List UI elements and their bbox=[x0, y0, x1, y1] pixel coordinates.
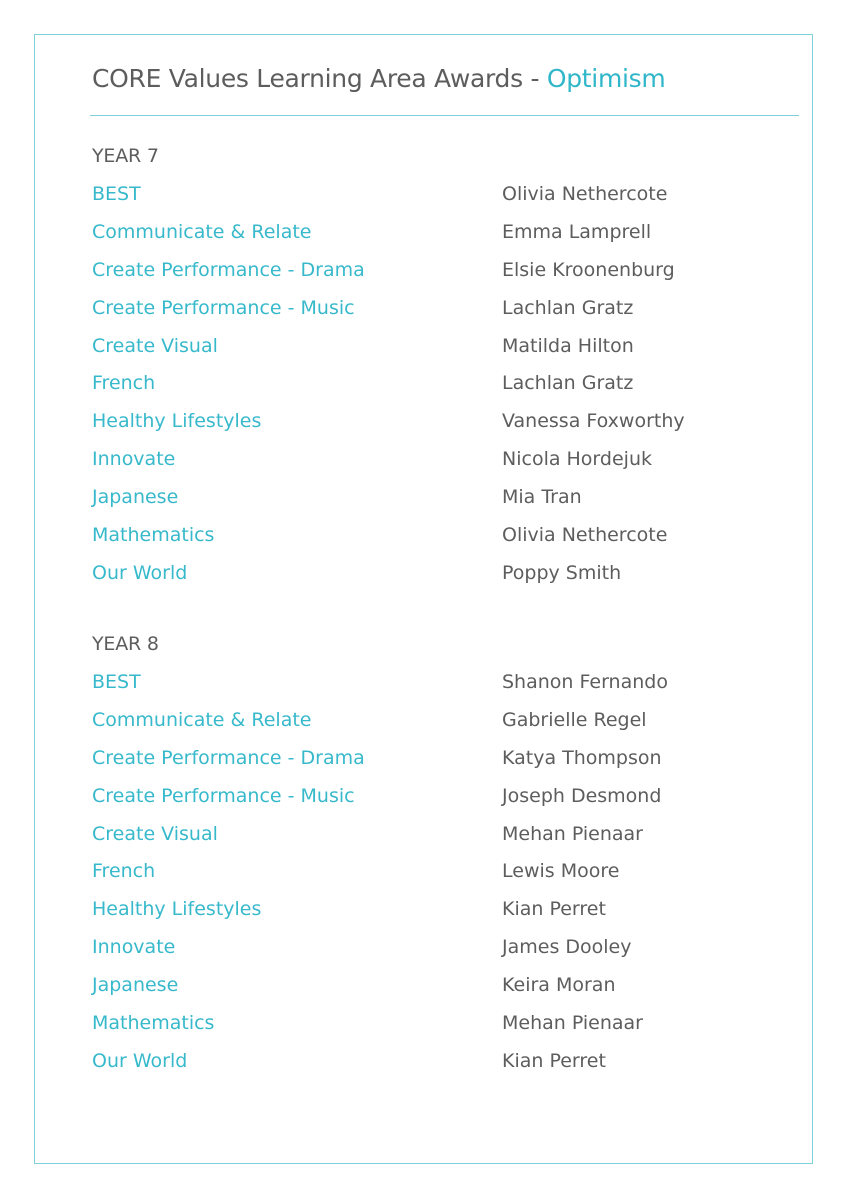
award-row bbox=[92, 364, 792, 402]
award-recipient: Mehan Pienaar bbox=[502, 822, 643, 845]
award-recipient: Elsie Kroonenburg bbox=[502, 258, 675, 281]
award-row bbox=[92, 289, 792, 327]
award-row bbox=[92, 890, 792, 928]
award-row bbox=[92, 663, 792, 701]
award-category: Japanese bbox=[92, 486, 179, 509]
award-row bbox=[92, 554, 792, 592]
award-recipient: Emma Lamprell bbox=[502, 220, 652, 243]
award-category: Mathematics bbox=[92, 1012, 215, 1035]
award-recipient: Mehan Pienaar bbox=[502, 1012, 643, 1035]
award-category: French bbox=[92, 372, 156, 395]
award-category: Create Performance - Music bbox=[92, 296, 355, 319]
award-row bbox=[92, 440, 792, 478]
award-category: BEST bbox=[92, 671, 141, 693]
page-title bbox=[92, 64, 665, 93]
award-category: Mathematics bbox=[92, 524, 215, 547]
award-category: Communicate & Relate bbox=[92, 708, 312, 731]
section-heading: YEAR 7 bbox=[92, 145, 159, 167]
award-row bbox=[92, 701, 792, 739]
award-recipient: Olivia Nethercote bbox=[502, 524, 668, 547]
award-recipient: Poppy Smith bbox=[502, 561, 622, 584]
award-recipient: James Dooley bbox=[502, 936, 632, 959]
award-category: Our World bbox=[92, 1049, 188, 1072]
award-recipient: Kian Perret bbox=[502, 898, 606, 921]
title-accent: Optimism bbox=[546, 64, 666, 93]
award-recipient: Katya Thompson bbox=[502, 746, 662, 769]
award-row bbox=[92, 175, 792, 213]
award-row bbox=[92, 815, 792, 853]
award-category: Japanese bbox=[92, 974, 179, 997]
award-row bbox=[92, 1004, 792, 1042]
award-row bbox=[92, 852, 792, 890]
award-row bbox=[92, 478, 792, 516]
award-category: Healthy Lifestyles bbox=[92, 410, 262, 433]
award-category: Create Visual bbox=[92, 334, 218, 357]
title-divider bbox=[90, 115, 799, 116]
section-heading: YEAR 8 bbox=[92, 633, 159, 655]
award-row bbox=[92, 251, 792, 289]
award-row bbox=[92, 327, 792, 365]
award-recipient: Lewis Moore bbox=[502, 860, 620, 883]
award-recipient: Lachlan Gratz bbox=[502, 372, 634, 395]
award-category: French bbox=[92, 860, 156, 883]
award-recipient: Nicola Hordejuk bbox=[502, 448, 652, 471]
award-recipient: Olivia Nethercote bbox=[502, 183, 668, 205]
award-recipient: Joseph Desmond bbox=[502, 784, 662, 807]
award-row bbox=[92, 213, 792, 251]
year-8-section bbox=[92, 625, 792, 1080]
award-category: Create Performance - Drama bbox=[92, 258, 365, 281]
award-row bbox=[92, 516, 792, 554]
award-recipient: Kian Perret bbox=[502, 1049, 606, 1072]
award-recipient: Lachlan Gratz bbox=[502, 296, 634, 319]
award-row bbox=[92, 739, 792, 777]
award-recipient: Vanessa Foxworthy bbox=[502, 410, 685, 433]
award-recipient: Shanon Fernando bbox=[502, 671, 668, 693]
title-prefix: CORE Values Learning Area Awards - bbox=[92, 64, 547, 93]
award-row bbox=[92, 777, 792, 815]
award-category: Healthy Lifestyles bbox=[92, 898, 262, 921]
award-category: Innovate bbox=[92, 936, 176, 959]
year-7-section bbox=[92, 137, 792, 592]
award-category: BEST bbox=[92, 183, 141, 205]
award-category: Our World bbox=[92, 561, 188, 584]
award-recipient: Matilda Hilton bbox=[502, 334, 634, 357]
award-recipient: Gabrielle Regel bbox=[502, 708, 647, 731]
award-category: Create Performance - Drama bbox=[92, 746, 365, 769]
award-category: Communicate & Relate bbox=[92, 220, 312, 243]
award-row bbox=[92, 928, 792, 966]
award-category: Create Visual bbox=[92, 822, 218, 845]
award-category: Create Performance - Music bbox=[92, 784, 355, 807]
award-row bbox=[92, 1042, 792, 1080]
award-recipient: Keira Moran bbox=[502, 974, 616, 997]
award-category: Innovate bbox=[92, 448, 176, 471]
award-row bbox=[92, 402, 792, 440]
award-recipient: Mia Tran bbox=[502, 486, 582, 509]
award-row bbox=[92, 966, 792, 1004]
